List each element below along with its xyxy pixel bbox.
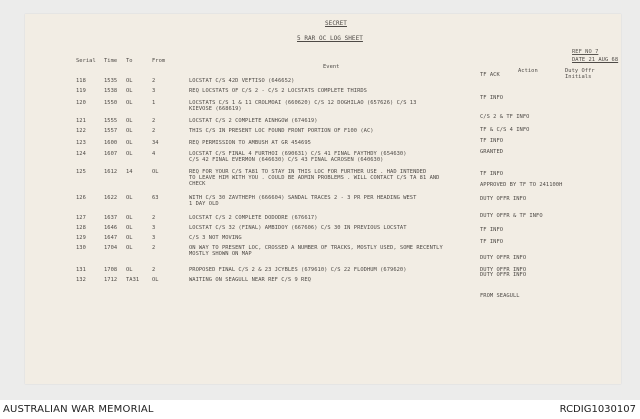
time-cell: 1647 <box>104 235 118 241</box>
archive-footer <box>0 400 640 419</box>
action-cell: DUTY OFFR & TF INFO <box>480 213 543 219</box>
document-title: SECRET <box>325 20 347 27</box>
event-line: CHECK <box>189 181 206 187</box>
action-cell: TF INFO <box>480 171 504 177</box>
from-cell: 4 <box>152 151 156 157</box>
to-cell: OL <box>126 151 133 157</box>
extra-action: FROM SEAGULL <box>480 293 520 299</box>
event-line: TO LEAVE HIM WITH YOU . COULD BE ADMIN PROBLEMS . WILL CONTACT C/S TA 81 AND <box>189 175 440 181</box>
time-cell: 1622 <box>104 195 118 201</box>
serial-cell: 122 <box>76 128 86 134</box>
event-cell <box>189 78 294 84</box>
time-cell: 1612 <box>104 169 118 175</box>
event-line: REQ FOR YOUR C/S TA81 TO STAY IN THIS LOC FOR FURTHER USE . HAD INTENDED <box>189 169 427 175</box>
event-cell <box>189 140 311 146</box>
reference-block <box>572 49 619 64</box>
serial-cell: 119 <box>76 88 86 94</box>
serial-cell: 118 <box>76 78 86 84</box>
event-line: WITH C/S 30 ZAVTHEPH (666604) SANDAL TRACES 2 - 3 PR PER HEADING WEST <box>189 195 417 201</box>
time-cell: 1550 <box>104 100 118 106</box>
to-cell: 14 <box>126 169 133 175</box>
time-cell: 1600 <box>104 140 118 146</box>
to-cell: OL <box>126 245 133 251</box>
extra-action: DUTY OFFR INFO <box>480 272 527 278</box>
action-cell: DUTY OFFR INFO <box>480 255 527 261</box>
action-cell: TF INFO <box>480 239 504 245</box>
event-cell <box>189 88 367 94</box>
serial-cell: 124 <box>76 151 86 157</box>
from-cell: 2 <box>152 267 156 273</box>
header-time: Time <box>104 58 118 64</box>
to-cell: OL <box>126 140 133 146</box>
event-line: KIEVOSE (668619) <box>189 106 242 112</box>
serial-cell: 125 <box>76 169 86 175</box>
time-cell: 1646 <box>104 225 118 231</box>
action-cell: APPROVED BY TF TO 241100H <box>480 182 563 188</box>
action-cell: TF ACK <box>480 72 500 78</box>
serial-cell: 120 <box>76 100 86 106</box>
to-cell: OL <box>126 267 133 273</box>
event-line: REQ LOCSTATS OF C/S 2 - C/S 2 LOCSTATS COMPLETE THIRDS <box>189 88 367 94</box>
event-cell <box>189 151 407 163</box>
serial-cell: 123 <box>76 140 86 146</box>
header-event: Event <box>323 64 340 70</box>
action-cell: TF INFO <box>480 95 504 101</box>
event-cell <box>189 235 242 241</box>
ref-number: REF NO 7 <box>572 49 599 55</box>
time-cell: 1555 <box>104 118 118 124</box>
to-cell: TA31 <box>126 277 140 283</box>
serial-cell: 127 <box>76 215 86 221</box>
event-line: LOCSTAT C/S 2 COMPLETE DODODRE (676617) <box>189 215 318 221</box>
event-line: LOCSTAT C/S 2 COMPLETE AINHGOW (674619) <box>189 118 318 124</box>
from-cell: 1 <box>152 100 156 106</box>
action-cell: DUTY OFFR INFO <box>480 196 527 202</box>
event-cell <box>189 100 416 112</box>
event-line: C/S 42 FINAL EVERMON (646630) C/S 43 FINAL ACROSEN (640630) <box>189 157 384 163</box>
time-cell: 1704 <box>104 245 118 251</box>
event-cell <box>189 215 318 221</box>
serial-cell: 128 <box>76 225 86 231</box>
action-cell: TF INFO <box>480 138 504 144</box>
time-cell: 1712 <box>104 277 118 283</box>
time-cell: 1557 <box>104 128 118 134</box>
event-cell <box>189 225 407 231</box>
event-line: WAITING ON SEAGULL NEAR REF C/S 9 REQ <box>189 277 311 283</box>
to-cell: OL <box>126 118 133 124</box>
event-line: LOCSTATS C/S 1 & 11 CROLMOAI (660620) C/S 12 DOGHILAO (657626) C/S 13 <box>189 100 417 106</box>
from-cell: 34 <box>152 140 159 146</box>
serial-cell: 131 <box>76 267 86 273</box>
from-cell: 2 <box>152 215 156 221</box>
time-cell: 1607 <box>104 151 118 157</box>
event-line: LOCSTAT C/S 32 (FINAL) AMBIDOY (667606) C/S 30 IN PREVIOUS LOCSTAT <box>189 225 407 231</box>
action-cell: TF & C/S 4 INFO <box>480 127 530 133</box>
to-cell: OL <box>126 195 133 201</box>
event-cell <box>189 128 374 134</box>
document-subtitle: 5 RAR OC LOG SHEET <box>297 35 363 42</box>
header-to: To <box>126 58 133 64</box>
event-line: MOSTLY SHOWN ON MAP <box>189 251 252 257</box>
serial-cell: 132 <box>76 277 86 283</box>
serial-cell: 121 <box>76 118 86 124</box>
header-duty-offr: Duty Offr Initials <box>565 68 595 80</box>
header-from: From <box>152 58 166 64</box>
to-cell: OL <box>126 100 133 106</box>
from-cell: 2 <box>152 128 156 134</box>
to-cell: OL <box>126 78 133 84</box>
action-cell: DUTY OFFR INFO <box>480 267 527 273</box>
event-line: LOCSTAT C/S 42D VEFTISO (646652) <box>189 78 295 84</box>
time-cell: 1708 <box>104 267 118 273</box>
time-cell: 1637 <box>104 215 118 221</box>
ref-date: DATE 21 AUG 68 <box>572 56 619 63</box>
header-serial: Serial <box>76 58 96 64</box>
serial-cell: 129 <box>76 235 86 241</box>
event-line: C/S 3 NOT MOVING <box>189 235 242 241</box>
event-cell <box>189 195 416 207</box>
event-line: 1 DAY OLD <box>189 201 219 207</box>
header-action: Action <box>518 68 538 74</box>
from-cell: 2 <box>152 78 156 84</box>
from-cell: 63 <box>152 195 159 201</box>
from-cell: 2 <box>152 118 156 124</box>
event-cell <box>189 277 311 283</box>
from-cell: 3 <box>152 235 156 241</box>
serial-cell: 130 <box>76 245 86 251</box>
from-cell: OL <box>152 277 159 283</box>
from-cell: 3 <box>152 225 156 231</box>
event-line: LOCSTAT C/S FINAL 4 FURTHOI (690631) C/S 41 FINAL FAYTHDY (654630) <box>189 151 407 157</box>
action-cell: GRANTED <box>480 149 504 155</box>
from-cell: 3 <box>152 88 156 94</box>
action-cell: C/S 2 & TF INFO <box>480 114 530 120</box>
serial-cell: 126 <box>76 195 86 201</box>
event-line: REQ PERMISSION TO AMBUSH AT GR 454695 <box>189 140 311 146</box>
event-line: THIS C/S IN PRESENT LOC FOUND FRONT PORTION OF F100 (AC) <box>189 128 374 134</box>
to-cell: OL <box>126 128 133 134</box>
event-line: ON WAY TO PRESENT LOC, CROSSED A NUMBER OF TRACKS, MOSTLY USED, SOME RECENTLY <box>189 245 443 251</box>
event-cell <box>189 245 443 257</box>
from-cell: OL <box>152 169 159 175</box>
to-cell: OL <box>126 88 133 94</box>
log-sheet-page <box>25 14 621 384</box>
time-cell: 1535 <box>104 78 118 84</box>
archive-name: AUSTRALIAN WAR MEMORIAL <box>3 404 154 415</box>
from-cell: 2 <box>152 245 156 251</box>
archive-id: RCDIG1030107 <box>559 404 636 415</box>
event-cell <box>189 169 439 187</box>
event-line: PROPOSED FINAL C/S 2 & 23 JCYBLES (679610) C/S 22 FLODHUM (679620) <box>189 267 407 273</box>
event-cell <box>189 118 318 124</box>
to-cell: OL <box>126 215 133 221</box>
time-cell: 1538 <box>104 88 118 94</box>
to-cell: OL <box>126 225 133 231</box>
event-cell <box>189 267 407 273</box>
action-cell: TF INFO <box>480 227 504 233</box>
to-cell: OL <box>126 235 133 241</box>
